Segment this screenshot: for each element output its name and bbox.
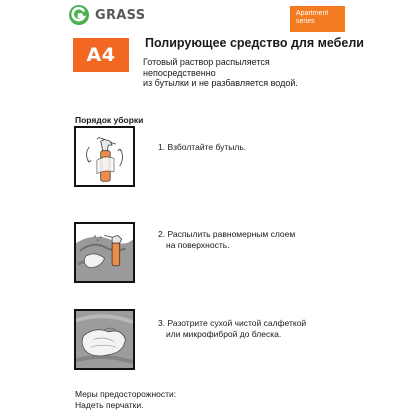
product-code-badge: A4 [73,38,129,72]
step-3-illustration [74,309,135,370]
step-2-line-1: 2. Распылить равномерным слоем [158,229,296,239]
wiping-cloth-icon [76,311,133,368]
brand-logo [68,4,145,26]
step-2-illustration [74,222,135,283]
precautions-block [75,389,176,410]
product-title: Полирующее средство для мебели [145,36,364,50]
step-1-illustration [74,126,135,187]
step-2-text [158,229,295,250]
description-line-2: из бутылки и не разбавляется водой. [143,78,298,88]
grass-leaf-icon [68,4,90,26]
step-2-line-2: на поверхность. [166,239,230,250]
description-line-1: Готовый раствор распыляется непосредственно [143,57,270,78]
step-3-line-2: или микрофиброй до блеска. [166,328,282,339]
precautions-title: Меры предосторожности: [75,389,177,399]
step-3-line-1: 3. Разотрите сухой чистой салфеткой [158,318,307,328]
logo-text: GRASS [95,7,146,23]
step-1-line-1: 1. Взболтайте бутыль. [158,142,247,152]
spray-bottle-icon [76,128,133,185]
step-1-text [158,142,246,153]
series-line-2: series [296,18,315,25]
spraying-surface-icon [76,224,133,281]
series-badge [290,6,345,32]
series-line-1: Apartment [296,10,329,17]
product-description [143,57,343,89]
procedure-title: Порядок уборки [75,115,144,125]
step-3-text [158,318,306,339]
precautions-text: Надеть перчатки. [75,399,144,410]
